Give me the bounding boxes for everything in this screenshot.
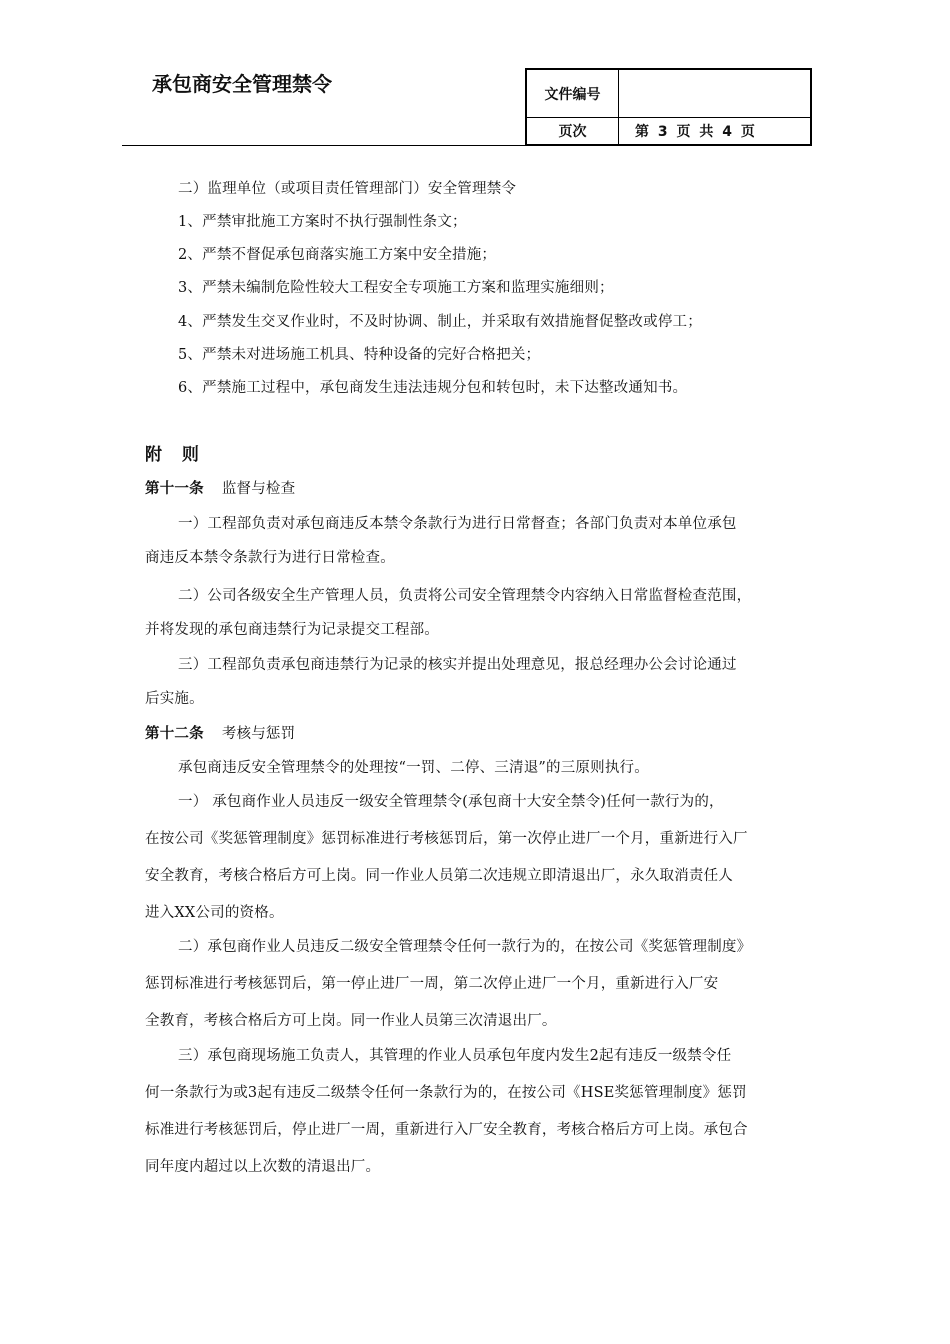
paragraph-line: 承包商违反安全管理禁令的处理按“一罚、二停、三清退”的三原则执行。: [178, 760, 649, 776]
paragraph-line: 同年度内超过以上次数的清退出厂。: [145, 1159, 381, 1175]
header-divider: [122, 145, 527, 146]
list-item: 1、严禁审批施工方案时不执行强制性条文；: [178, 214, 467, 230]
file-number-row: [527, 70, 810, 118]
article-number: 第十二条: [145, 726, 204, 742]
page-label: 页次: [527, 118, 619, 144]
list-item: 4、严禁发生交叉作业时，不及时协调、制止，并采取有效措施督促整改或停工；: [178, 314, 702, 330]
paragraph-line: 二）公司各级安全生产管理人员，负责将公司安全管理禁令内容纳入日常监督检查范围，: [178, 588, 752, 604]
paragraph-line: 二）承包商作业人员违反二级安全管理禁令任何一款行为的，在按公司《奖惩管理制度》: [178, 939, 752, 955]
article-title: 监督与检查: [221, 481, 296, 497]
section-title: 二）监理单位（或项目责任管理部门）安全管理禁令: [178, 181, 517, 197]
list-item: 5、严禁未对进场施工机具、特种设备的完好合格把关；: [178, 347, 541, 363]
article-12-heading: [145, 722, 295, 743]
paragraph-line: 三）工程部负责承包商违禁行为记录的核实并提出处理意见，报总经理办公会讨论通过: [178, 657, 737, 673]
document-title: 承包商安全管理禁令: [152, 72, 332, 96]
document-meta-table: [525, 68, 812, 146]
list-item: 3、严禁未编制危险性较大工程安全专项施工方案和监理实施细则；: [178, 280, 614, 296]
article-11-heading: [145, 477, 295, 498]
paragraph-line: 惩罚标准进行考核惩罚后，第一停止进厂一周，第二次停止进厂一个月，重新进行入厂安: [145, 976, 719, 992]
list-item: 6、严禁施工过程中，承包商发生违法违规分包和转包时，未下达整改通知书。: [178, 380, 688, 396]
list-item: 2、严禁不督促承包商落实施工方案中安全措施；: [178, 247, 497, 263]
paragraph-line: 并将发现的承包商违禁行为记录提交工程部。: [145, 622, 439, 638]
article-title: 考核与惩罚: [221, 726, 296, 742]
article-number: 第十一条: [145, 481, 204, 497]
file-number-label: 文件编号: [527, 70, 619, 117]
paragraph-line: 三）承包商现场施工负责人，其管理的作业人员承包年度内发生2起有违反一级禁令任: [178, 1048, 732, 1064]
paragraph-line: 后实施。: [145, 691, 204, 707]
paragraph-line: 进入XX公司的资格。: [145, 905, 284, 921]
appendix-heading: 附 则: [145, 445, 199, 465]
paragraph-line: 全教育，考核合格后方可上岗。同一作业人员第三次清退出厂。: [145, 1013, 557, 1029]
page-value: 第 3 页 共 4 页: [635, 124, 755, 140]
file-number-value: [619, 70, 810, 117]
paragraph-line: 一） 承包商作业人员违反一级安全管理禁令(承包商十大安全禁令)任何一款行为的，: [178, 794, 724, 810]
paragraph-line: 一）工程部负责对承包商违反本禁令条款行为进行日常督查；各部门负责对本单位承包: [178, 516, 737, 532]
page-row: [527, 118, 810, 144]
paragraph-line: 商违反本禁令条款行为进行日常检查。: [145, 550, 395, 566]
paragraph-line: 标准进行考核惩罚后，停止进厂一周，重新进行入厂安全教育，考核合格后方可上岗。承包合: [145, 1122, 748, 1138]
paragraph-line: 何一条款行为或3起有违反二级禁令任何一条款行为的，在按公司《HSE奖惩管理制度》惩罚: [145, 1085, 747, 1101]
paragraph-line: 安全教育，考核合格后方可上岗。同一作业人员第二次违规立即清退出厂，永久取消责任人: [145, 868, 733, 884]
paragraph-line: 在按公司《奖惩管理制度》惩罚标准进行考核惩罚后，第一次停止进厂一个月，重新进行入厂: [145, 831, 748, 847]
